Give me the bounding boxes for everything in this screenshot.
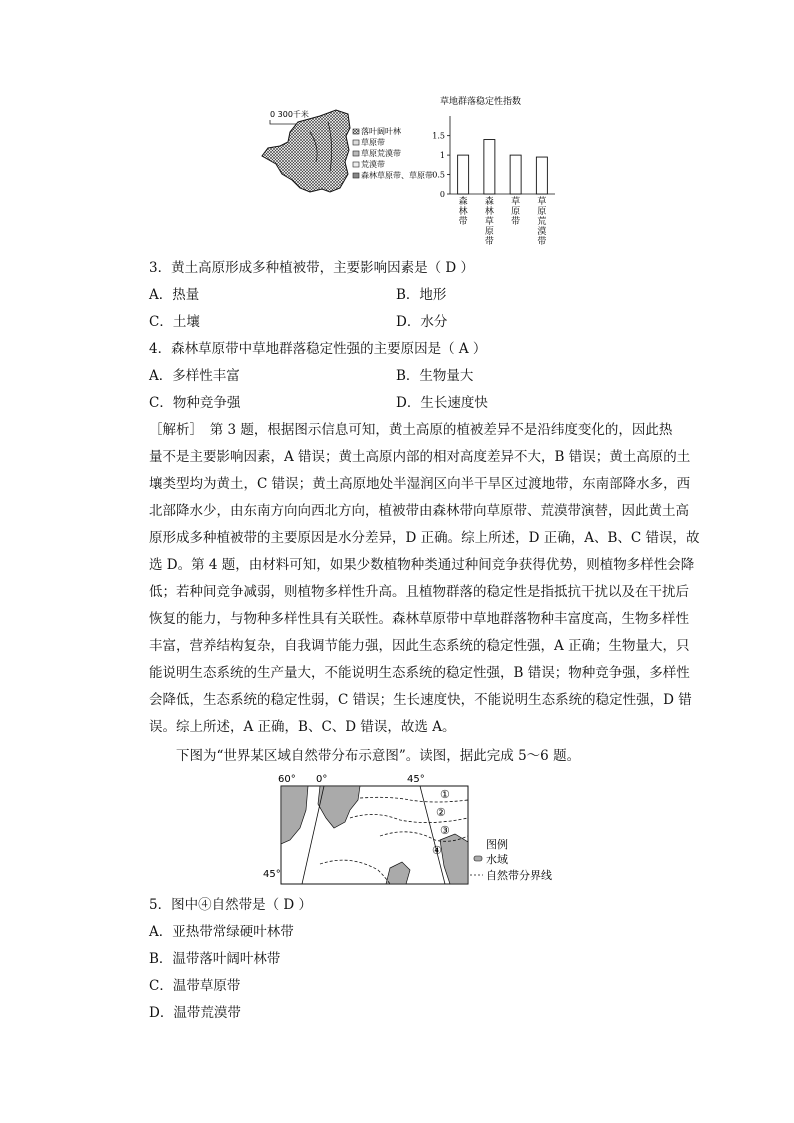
zone-label-2: ②	[436, 806, 446, 819]
explanation-line: 量不是主要影响因素，A 错误；黄土高原内部的相对高度差异不大，B 错误；黄土高原的土	[149, 449, 691, 465]
x-tick-label: 森	[484, 197, 494, 207]
zone-label-3: ③	[440, 824, 450, 837]
x-tick-label: 森	[458, 197, 468, 207]
x-tick-label: 漠	[537, 227, 547, 237]
explanation-line: 会降低，生态系统的稳定性弱，C 错误；生长速度快，不能说明生态系统的稳定性强，D 错	[149, 692, 692, 708]
legend-item-1: 草原带	[361, 138, 385, 147]
stability-bar-chart	[432, 95, 555, 247]
x-tick-label: 草	[484, 217, 494, 227]
q4-option-b: B．生物量大	[396, 368, 474, 384]
x-tick-label: 荒	[537, 217, 547, 227]
legend-title: 图例	[486, 838, 508, 851]
x-tick-label: 草	[511, 197, 521, 207]
lat-label-45: 45°	[263, 869, 281, 880]
lon-label-45: 45°	[407, 774, 425, 785]
q5-option-a: A．亚热带常绿硬叶林带	[149, 924, 294, 940]
explanation-line: 原形成多种植被带的主要原因是水分差异，D 正确。综上所述，D 正确，A、B、C 错误，故	[149, 530, 700, 546]
q3-option-a: A．热量	[149, 287, 200, 303]
lon-label-60: 60°	[278, 774, 296, 785]
explanation-line: 恢复的能力，与物种多样性具有关联性。森林草原带中草地群落物种丰富度高，生物多样性	[149, 611, 689, 627]
q5-option-d: D．温带荒漠带	[149, 1005, 241, 1021]
q3-option-d: D．水分	[396, 314, 448, 330]
y-tick-label: 0	[439, 190, 445, 199]
q5-option-c: C．温带草原带	[149, 978, 241, 994]
q4-option-c: C．物种竞争强	[149, 395, 241, 411]
q4-stem: 4．森林草原带中草地群落稳定性强的主要原因是（ A ）	[149, 341, 487, 357]
legend-water: 水域	[486, 853, 508, 866]
x-tick-label: 草	[537, 197, 547, 207]
q5-stem: 5．图中④自然带是（ D ）	[149, 897, 312, 913]
x-tick-label: 林	[458, 207, 468, 217]
x-tick-label: 林	[484, 207, 494, 217]
q4-option-a: A．多样性丰富	[149, 368, 240, 384]
q3-option-b: B．地形	[396, 287, 447, 303]
chart-title: 草地群落稳定性指数	[440, 97, 522, 107]
y-tick-label: 1	[439, 151, 445, 161]
explanation-line: 壤类型均为黄土，C 错误；黄土高原地处半湿润区向半干旱区过渡地带，东南部降水多，西	[149, 476, 691, 492]
x-tick-label: 带	[484, 237, 494, 247]
q3-option-c: C．土壤	[149, 314, 200, 330]
legend-item-4: 森林草原带、草原带	[361, 171, 433, 180]
x-tick-label: 带	[537, 237, 547, 247]
legend-boundary: 自然带分界线	[486, 869, 552, 882]
loess-map-and-chart	[250, 92, 560, 252]
map-legend	[353, 126, 433, 180]
bar	[536, 157, 547, 194]
y-tick-label: 1.5	[432, 131, 445, 141]
figure-natural-zones	[260, 770, 570, 890]
natural-zones-map	[260, 770, 570, 890]
lon-label-0: 0°	[316, 774, 328, 785]
bar	[484, 140, 495, 194]
zone-label-1: ①	[440, 788, 450, 801]
legend-water-swatch	[474, 856, 482, 861]
explanation-line: 低；若种间竞争减弱，则植物多样性升高。且植物群落的稳定性是指抵抗干扰以及在干扰后	[149, 584, 689, 600]
scale-label: 0 300千米	[270, 110, 309, 119]
legend-item-2: 草原荒漠带	[361, 149, 401, 158]
explanation-line: 能说明生态系统的生产量大，不能说明生态系统的稳定性强，B 错误；物种竞争强，多样性	[149, 665, 690, 681]
zone-label-4: ④	[432, 844, 442, 857]
q5-option-b: B．温带落叶阔叶林带	[149, 951, 281, 967]
intro-text: 下图为“世界某区域自然带分布示意图”。读图，据此完成 5～6 题。	[176, 748, 581, 764]
explanation-line: 北部降水少，由东南方向向西北方向，植被带由森林带向草原带、荒漠带演替，因此黄土高	[149, 503, 689, 519]
legend-item-0: 落叶阔叶林	[361, 127, 401, 136]
q3-stem: 3．黄土高原形成多种植被带，主要影响因素是（ D ）	[149, 260, 474, 276]
explanation-block	[149, 417, 700, 741]
explanation-line: ［解析］ 第 3 题，根据图示信息可知，黄土高原的植被差异不是沿纬度变化的，因此热	[149, 422, 673, 438]
explanation-line: 误。综上所述，A 正确，B、C、D 错误，故选 A。	[149, 719, 456, 735]
explanation-line: 选 D。第 4 题，由材料可知，如果少数植物种类通过种间竞争获得优势，则植物多样性会降	[149, 557, 695, 573]
x-tick-label: 原	[537, 207, 547, 217]
loess-plateau-map	[262, 110, 350, 192]
x-tick-label: 原	[484, 227, 494, 237]
legend-item-3: 荒漠带	[361, 160, 385, 169]
q4-option-d: D．生长速度快	[396, 395, 488, 411]
bar	[510, 155, 521, 194]
bar	[458, 155, 469, 194]
x-tick-label: 带	[458, 217, 468, 227]
x-tick-label: 带	[511, 217, 521, 227]
figure-loess-plateau	[250, 92, 560, 252]
explanation-line: 丰富，营养结构复杂，自我调节能力强，因此生态系统的稳定性强，A 正确；生物量大，只	[149, 638, 690, 654]
y-tick-label: 0.5	[432, 170, 445, 180]
x-tick-label: 原	[511, 207, 521, 217]
